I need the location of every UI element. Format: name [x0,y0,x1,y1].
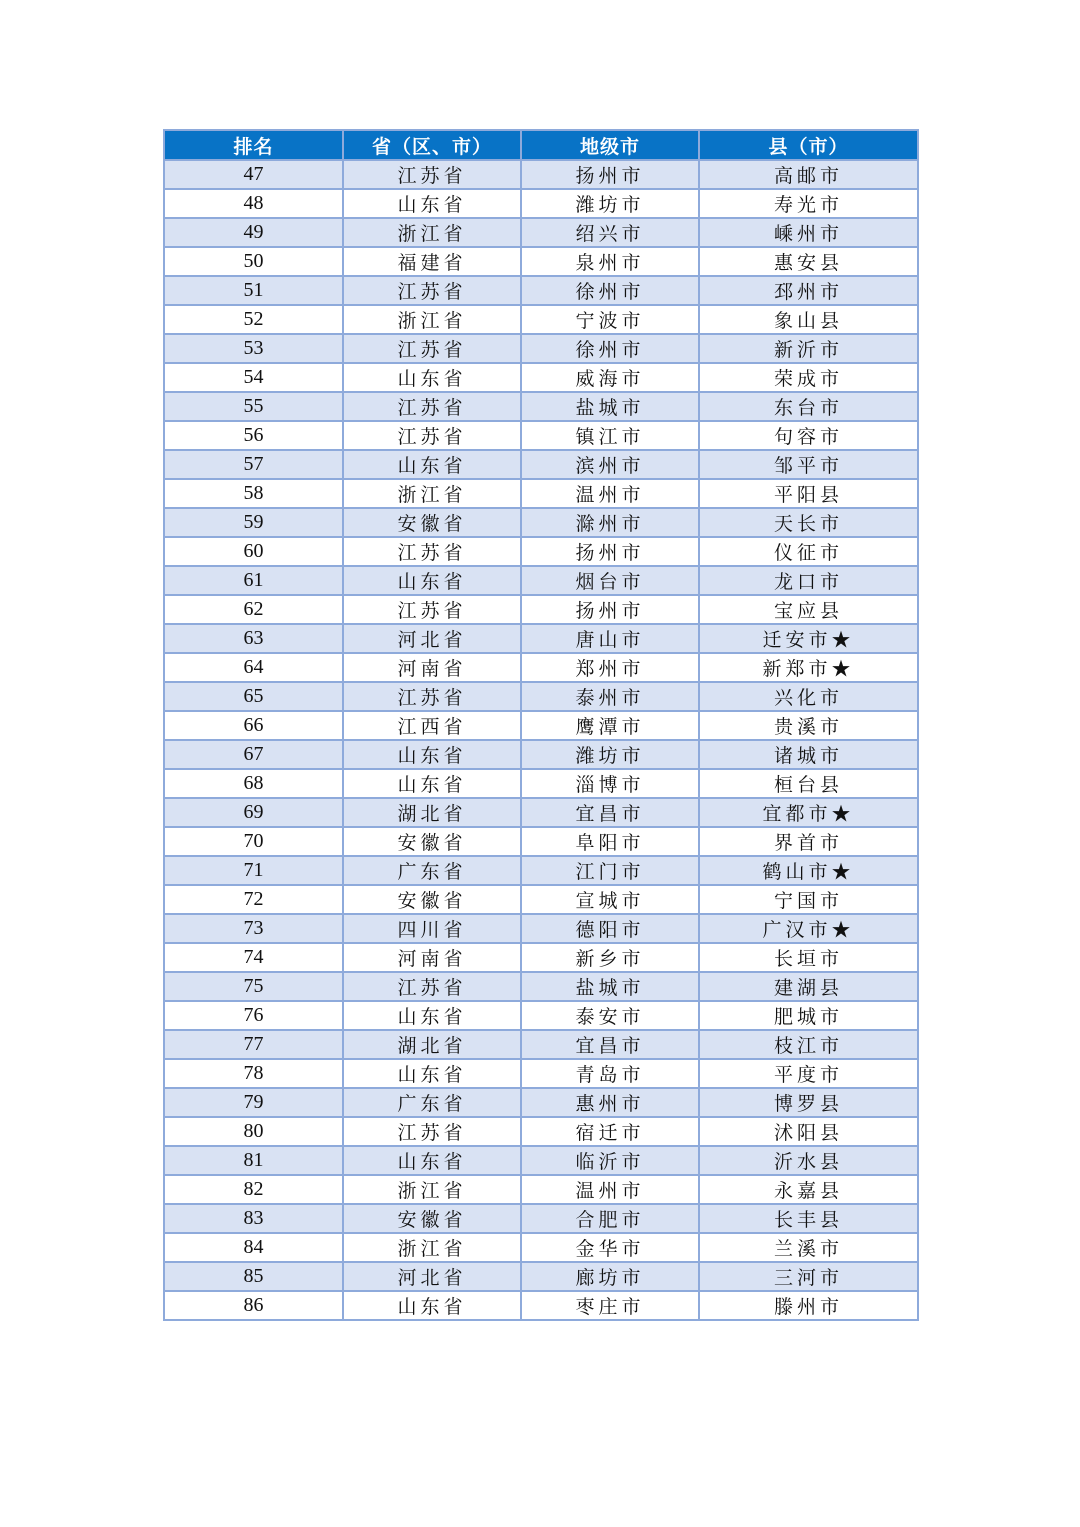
cell-rank: 71 [164,856,343,885]
table-row [164,1001,918,1030]
cell-province: 广东省 [343,856,521,885]
cell-county: 平度市 [699,1059,918,1088]
cell-county: 滕州市 [699,1291,918,1320]
table-row [164,508,918,537]
table-row [164,711,918,740]
cell-province: 安徽省 [343,885,521,914]
cell-province: 河南省 [343,943,521,972]
cell-rank: 83 [164,1204,343,1233]
cell-rank: 64 [164,653,343,682]
cell-county: 三河市 [699,1262,918,1291]
cell-rank: 47 [164,160,343,189]
cell-prefecture-city: 潍坊市 [521,740,699,769]
table-row [164,247,918,276]
cell-county: 龙口市 [699,566,918,595]
cell-province: 江苏省 [343,682,521,711]
cell-county: 新郑市★ [699,653,918,682]
cell-prefecture-city: 阜阳市 [521,827,699,856]
cell-prefecture-city: 宣城市 [521,885,699,914]
table-row [164,914,918,943]
cell-prefecture-city: 滁州市 [521,508,699,537]
cell-prefecture-city: 镇江市 [521,421,699,450]
header-rank: 排名 [164,130,343,160]
table-row [164,160,918,189]
cell-prefecture-city: 徐州市 [521,334,699,363]
cell-rank: 57 [164,450,343,479]
cell-county: 仪征市 [699,537,918,566]
table-row [164,479,918,508]
cell-county: 桓台县 [699,769,918,798]
cell-province: 江苏省 [343,1117,521,1146]
cell-prefecture-city: 金华市 [521,1233,699,1262]
cell-prefecture-city: 惠州市 [521,1088,699,1117]
cell-prefecture-city: 鹰潭市 [521,711,699,740]
cell-rank: 48 [164,189,343,218]
table-row [164,943,918,972]
cell-rank: 84 [164,1233,343,1262]
cell-province: 河南省 [343,653,521,682]
table-row [164,1146,918,1175]
cell-county: 邳州市 [699,276,918,305]
cell-rank: 74 [164,943,343,972]
table-row [164,1233,918,1262]
cell-prefecture-city: 青岛市 [521,1059,699,1088]
cell-province: 安徽省 [343,1204,521,1233]
cell-county: 长垣市 [699,943,918,972]
table-row [164,653,918,682]
cell-prefecture-city: 德阳市 [521,914,699,943]
cell-prefecture-city: 郑州市 [521,653,699,682]
cell-prefecture-city: 宜昌市 [521,798,699,827]
cell-prefecture-city: 扬州市 [521,160,699,189]
table-header [164,130,918,160]
cell-province: 四川省 [343,914,521,943]
cell-province: 浙江省 [343,1175,521,1204]
table-row [164,885,918,914]
cell-province: 山东省 [343,363,521,392]
cell-rank: 73 [164,914,343,943]
cell-county: 沂水县 [699,1146,918,1175]
cell-county: 永嘉县 [699,1175,918,1204]
cell-rank: 50 [164,247,343,276]
table-row [164,769,918,798]
cell-prefecture-city: 烟台市 [521,566,699,595]
cell-prefecture-city: 扬州市 [521,595,699,624]
cell-prefecture-city: 徐州市 [521,276,699,305]
table-row [164,421,918,450]
cell-prefecture-city: 唐山市 [521,624,699,653]
cell-rank: 65 [164,682,343,711]
cell-province: 山东省 [343,1059,521,1088]
cell-county: 长丰县 [699,1204,918,1233]
cell-rank: 49 [164,218,343,247]
cell-rank: 53 [164,334,343,363]
cell-rank: 76 [164,1001,343,1030]
cell-province: 湖北省 [343,798,521,827]
table-row [164,218,918,247]
cell-province: 山东省 [343,769,521,798]
cell-province: 福建省 [343,247,521,276]
cell-county: 邹平市 [699,450,918,479]
cell-county: 天长市 [699,508,918,537]
table-row [164,595,918,624]
cell-province: 湖北省 [343,1030,521,1059]
table-row [164,189,918,218]
cell-prefecture-city: 廊坊市 [521,1262,699,1291]
cell-county: 沭阳县 [699,1117,918,1146]
table-row [164,1030,918,1059]
cell-county: 宜都市★ [699,798,918,827]
cell-prefecture-city: 温州市 [521,1175,699,1204]
cell-prefecture-city: 泰州市 [521,682,699,711]
cell-prefecture-city: 绍兴市 [521,218,699,247]
table-row [164,392,918,421]
cell-rank: 79 [164,1088,343,1117]
cell-province: 江苏省 [343,421,521,450]
cell-rank: 68 [164,769,343,798]
cell-prefecture-city: 威海市 [521,363,699,392]
cell-county: 诸城市 [699,740,918,769]
cell-province: 江苏省 [343,595,521,624]
table-row [164,1175,918,1204]
table-row [164,798,918,827]
table-row [164,1059,918,1088]
cell-rank: 58 [164,479,343,508]
cell-prefecture-city: 合肥市 [521,1204,699,1233]
cell-province: 山东省 [343,566,521,595]
cell-county: 句容市 [699,421,918,450]
county-ranking-table [163,129,919,1321]
cell-province: 江苏省 [343,160,521,189]
cell-prefecture-city: 江门市 [521,856,699,885]
cell-province: 江西省 [343,711,521,740]
cell-prefecture-city: 盐城市 [521,972,699,1001]
cell-province: 山东省 [343,1146,521,1175]
cell-rank: 82 [164,1175,343,1204]
cell-rank: 66 [164,711,343,740]
cell-rank: 72 [164,885,343,914]
cell-province: 山东省 [343,1291,521,1320]
cell-county: 荣成市 [699,363,918,392]
cell-province: 安徽省 [343,508,521,537]
cell-prefecture-city: 扬州市 [521,537,699,566]
cell-prefecture-city: 临沂市 [521,1146,699,1175]
cell-county: 宝应县 [699,595,918,624]
cell-county: 象山县 [699,305,918,334]
header-province: 省（区、市） [343,130,521,160]
cell-rank: 69 [164,798,343,827]
cell-county: 广汉市★ [699,914,918,943]
cell-county: 兰溪市 [699,1233,918,1262]
cell-county: 高邮市 [699,160,918,189]
cell-province: 安徽省 [343,827,521,856]
table-row [164,624,918,653]
cell-rank: 67 [164,740,343,769]
cell-rank: 61 [164,566,343,595]
table-row [164,276,918,305]
header-row [164,130,918,160]
cell-county: 建湖县 [699,972,918,1001]
cell-county: 枝江市 [699,1030,918,1059]
table-row [164,450,918,479]
cell-province: 山东省 [343,740,521,769]
table-row [164,856,918,885]
cell-county: 兴化市 [699,682,918,711]
header-prefecture-city: 地级市 [521,130,699,160]
cell-province: 江苏省 [343,334,521,363]
table-row [164,363,918,392]
cell-rank: 54 [164,363,343,392]
table-row [164,1262,918,1291]
cell-prefecture-city: 新乡市 [521,943,699,972]
cell-rank: 81 [164,1146,343,1175]
table-row [164,1204,918,1233]
cell-province: 江苏省 [343,972,521,1001]
header-county: 县（市） [699,130,918,160]
cell-rank: 62 [164,595,343,624]
cell-province: 河北省 [343,624,521,653]
cell-county: 东台市 [699,392,918,421]
cell-county: 界首市 [699,827,918,856]
cell-county: 贵溪市 [699,711,918,740]
cell-rank: 77 [164,1030,343,1059]
cell-county: 嵊州市 [699,218,918,247]
cell-prefecture-city: 温州市 [521,479,699,508]
cell-province: 广东省 [343,1088,521,1117]
cell-province: 浙江省 [343,305,521,334]
cell-prefecture-city: 淄博市 [521,769,699,798]
table-row [164,972,918,1001]
cell-county: 肥城市 [699,1001,918,1030]
table-row [164,740,918,769]
cell-rank: 60 [164,537,343,566]
cell-rank: 85 [164,1262,343,1291]
cell-rank: 70 [164,827,343,856]
cell-prefecture-city: 宁波市 [521,305,699,334]
table-row [164,1291,918,1320]
cell-rank: 75 [164,972,343,1001]
cell-county: 惠安县 [699,247,918,276]
cell-county: 鹤山市★ [699,856,918,885]
cell-province: 江苏省 [343,392,521,421]
cell-province: 浙江省 [343,218,521,247]
cell-rank: 78 [164,1059,343,1088]
table-row [164,1088,918,1117]
cell-prefecture-city: 滨州市 [521,450,699,479]
cell-province: 河北省 [343,1262,521,1291]
cell-prefecture-city: 宜昌市 [521,1030,699,1059]
table-row [164,682,918,711]
table-body [164,160,918,1320]
cell-province: 浙江省 [343,479,521,508]
table-row [164,537,918,566]
cell-province: 山东省 [343,1001,521,1030]
cell-province: 山东省 [343,450,521,479]
cell-rank: 55 [164,392,343,421]
cell-province: 浙江省 [343,1233,521,1262]
cell-rank: 56 [164,421,343,450]
cell-county: 博罗县 [699,1088,918,1117]
cell-rank: 63 [164,624,343,653]
cell-county: 迁安市★ [699,624,918,653]
cell-province: 江苏省 [343,537,521,566]
cell-province: 江苏省 [343,276,521,305]
cell-rank: 59 [164,508,343,537]
cell-rank: 86 [164,1291,343,1320]
cell-province: 山东省 [343,189,521,218]
cell-county: 新沂市 [699,334,918,363]
cell-prefecture-city: 潍坊市 [521,189,699,218]
cell-county: 寿光市 [699,189,918,218]
cell-rank: 52 [164,305,343,334]
cell-prefecture-city: 泰安市 [521,1001,699,1030]
cell-prefecture-city: 盐城市 [521,392,699,421]
cell-prefecture-city: 泉州市 [521,247,699,276]
table-row [164,1117,918,1146]
cell-rank: 80 [164,1117,343,1146]
cell-county: 平阳县 [699,479,918,508]
table-row [164,305,918,334]
cell-rank: 51 [164,276,343,305]
table-row [164,827,918,856]
cell-county: 宁国市 [699,885,918,914]
cell-prefecture-city: 枣庄市 [521,1291,699,1320]
cell-prefecture-city: 宿迁市 [521,1117,699,1146]
table-row [164,566,918,595]
table-row [164,334,918,363]
